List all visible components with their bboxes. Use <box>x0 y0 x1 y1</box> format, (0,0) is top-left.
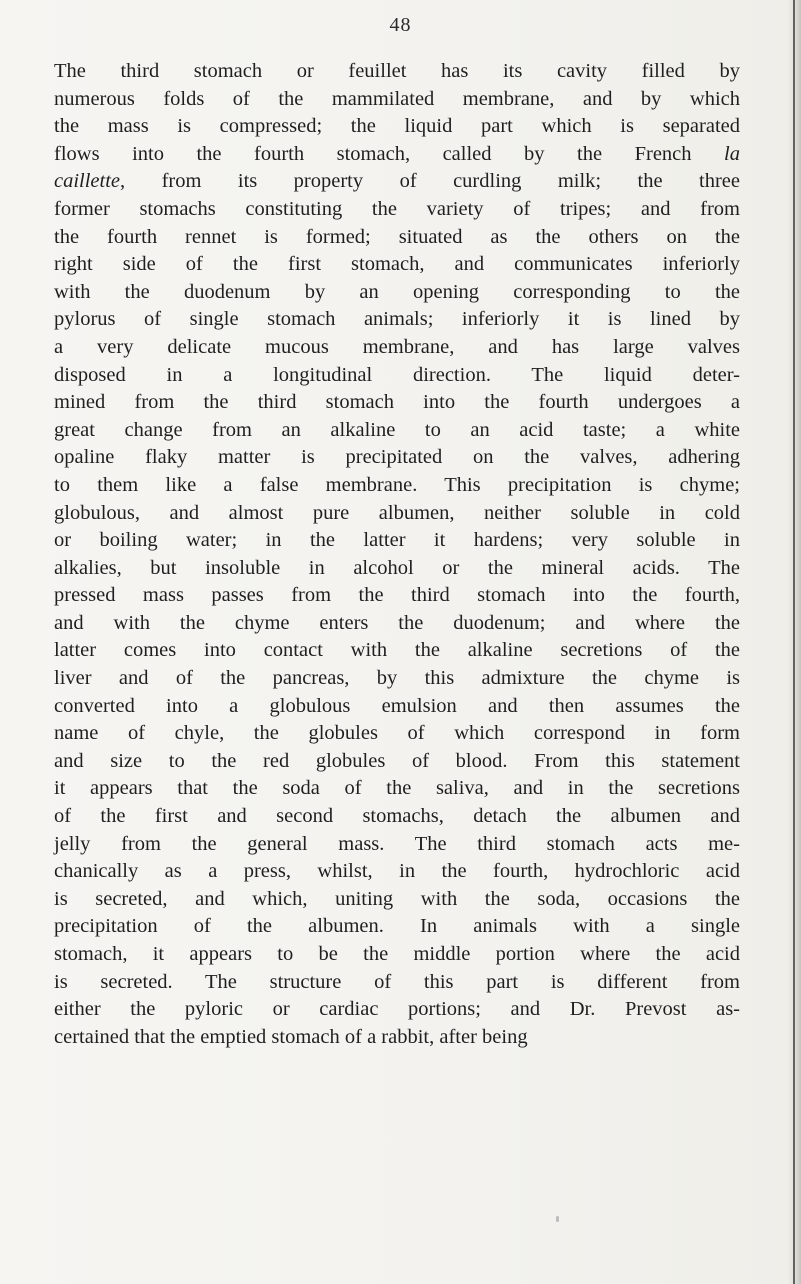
page-edge-line <box>793 0 795 1284</box>
text-line: flows into the fourth stomach, called by the French la <box>54 142 740 165</box>
text-line: disposed in a longitudinal direction. The liquid deter- <box>54 363 740 386</box>
french-term: la <box>724 142 740 165</box>
text-line: is secreted, and which, uniting with the soda, occasions the <box>54 887 740 910</box>
text-line: either the pyloric or cardiac portions; and Dr. Prevost as- <box>54 998 740 1021</box>
text-line: of the first and second stomachs, detach the albumen and <box>54 805 740 828</box>
text-line: latter comes into contact with the alkaline secretions of the <box>54 639 740 662</box>
text-line: globulous, and almost pure albumen, neither soluble in cold <box>54 501 740 524</box>
text-line: converted into a globulous emulsion and then assumes the <box>54 694 740 717</box>
text-line: name of chyle, the globules of which correspond in form <box>54 722 740 745</box>
text-line: great change from an alkaline to an acid taste; a white <box>54 418 740 441</box>
text-line: the fourth rennet is formed; situated as the others on the <box>54 225 740 248</box>
text-line: certained that the emptied stomach of a rabbit, after being <box>54 1025 528 1048</box>
text-line: former stomachs constituting the variety of tripes; and from <box>54 197 740 220</box>
text-line: stomach, it appears to be the middle portion where the acid <box>54 943 740 965</box>
text-line: and with the chyme enters the duodenum; and where the <box>54 611 740 634</box>
text-line: pressed mass passes from the third stomach into the fourth, <box>54 584 740 607</box>
french-term: caillette <box>54 170 121 193</box>
text-line: liver and of the pancreas, by this admixture the chyme is <box>54 667 740 690</box>
text-line: is secreted. The structure of this part is different from <box>54 970 740 993</box>
text-line: the mass is compressed; the liquid part which is separated <box>54 115 740 138</box>
text-line: right side of the first stomach, and communicates inferiorly <box>54 253 740 276</box>
text-line: jelly from the general mass. The third stomach acts me- <box>54 832 740 855</box>
text-line: alkalies, but insoluble in alcohol or the mineral acids. The <box>54 556 740 579</box>
text-line: The third stomach or feuillet has its cavity filled by <box>54 60 740 82</box>
page-number: 48 <box>389 14 412 36</box>
text-line: or boiling water; in the latter it hardens; very soluble in <box>54 529 740 552</box>
text-line: caillette, from its property of curdling milk; the three <box>54 170 740 193</box>
text-line: chanically as a press, whilst, in the fourth, hydrochloric acid <box>54 860 740 883</box>
text-line: a very delicate mucous membrane, and has large valves <box>54 335 740 358</box>
text-line: mined from the third stomach into the fourth undergoes a <box>54 391 740 414</box>
text-line: with the duodenum by an opening corresponding to the <box>54 280 740 303</box>
text-line: opaline flaky matter is precipitated on the valves, adhering <box>54 446 740 469</box>
text-line: it appears that the soda of the saliva, and in the secretions <box>54 777 740 800</box>
text-line: to them like a false membrane. This precipitation is chyme; <box>54 473 740 496</box>
text-line: precipitation of the albumen. In animals with a single <box>54 915 740 938</box>
text-line: pylorus of single stomach animals; inferiorly it is lined by <box>54 308 740 331</box>
body-text <box>54 58 740 1051</box>
paper-speck <box>556 1216 559 1222</box>
text-line: and size to the red globules of blood. From this statement <box>54 749 740 772</box>
text-line: numerous folds of the mammilated membrane, and by which <box>54 87 740 110</box>
